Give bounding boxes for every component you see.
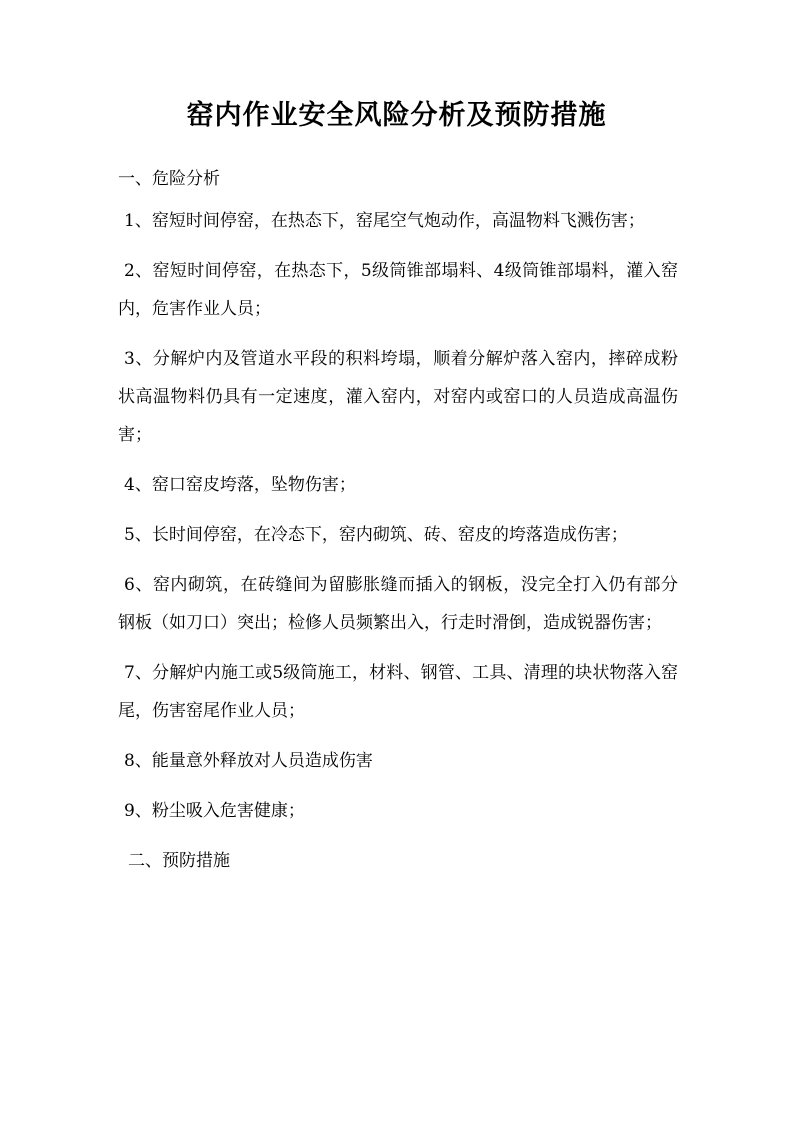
hazard-item-text: 3、分解炉内及管道水平段的积料垮塌，顺着分解炉落入窑内，摔碎成粉状高温物料仍具有一定速度，灌入窑内，对窑内或窑口的人员造成高温伤害； — [118, 349, 678, 445]
section-heading-hazard-analysis: 一、危险分析 — [118, 169, 220, 189]
hazard-item-text: 4、窑口窑皮垮落，坠物伤害； — [124, 475, 356, 495]
hazard-item-5 — [118, 516, 678, 554]
hazard-item-2 — [118, 252, 678, 328]
hazard-item-6 — [118, 566, 678, 642]
hazard-item-text: 5、长时间停窑，在冷态下，窑内砌筑、砖、窑皮的垮落造成伤害； — [124, 525, 628, 545]
hazard-item-text: 1、窑短时间停窑，在热态下，窑尾空气炮动作，高温物料飞溅伤害； — [124, 211, 645, 231]
hazard-item-text: 9、粉尘吸入危害健康； — [124, 801, 305, 821]
document-title: 窑内作业安全风险分析及预防措施 — [186, 100, 607, 131]
hazard-item-7 — [118, 654, 678, 730]
section-heading-prevention-measures: 二、预防措施 — [128, 851, 230, 871]
hazard-item-8 — [118, 742, 678, 780]
hazard-item-text: 2、窑短时间停窑，在热态下，5级筒锥部塌料、4级筒锥部塌料，灌入窑内，危害作业人员； — [118, 261, 678, 319]
hazard-item-text: 7、分解炉内施工或5级筒施工，材料、钢管、工具、清理的块状物落入窑尾，伤害窑尾作业人员； — [118, 663, 678, 721]
hazard-item-9 — [118, 792, 678, 830]
hazard-item-4 — [118, 466, 678, 504]
hazard-item-3 — [118, 340, 678, 454]
hazard-item-text: 8、能量意外释放对人员造成伤害 — [124, 751, 373, 771]
hazard-item-1 — [118, 202, 678, 240]
document-body — [118, 160, 678, 884]
hazard-item-text: 6、窑内砌筑，在砖缝间为留膨胀缝而插入的钢板，没完全打入仍有部分钢板（如刀口）突出；检修人员频繁出入，行走时滑倒，造成锐器伤害； — [118, 575, 678, 633]
